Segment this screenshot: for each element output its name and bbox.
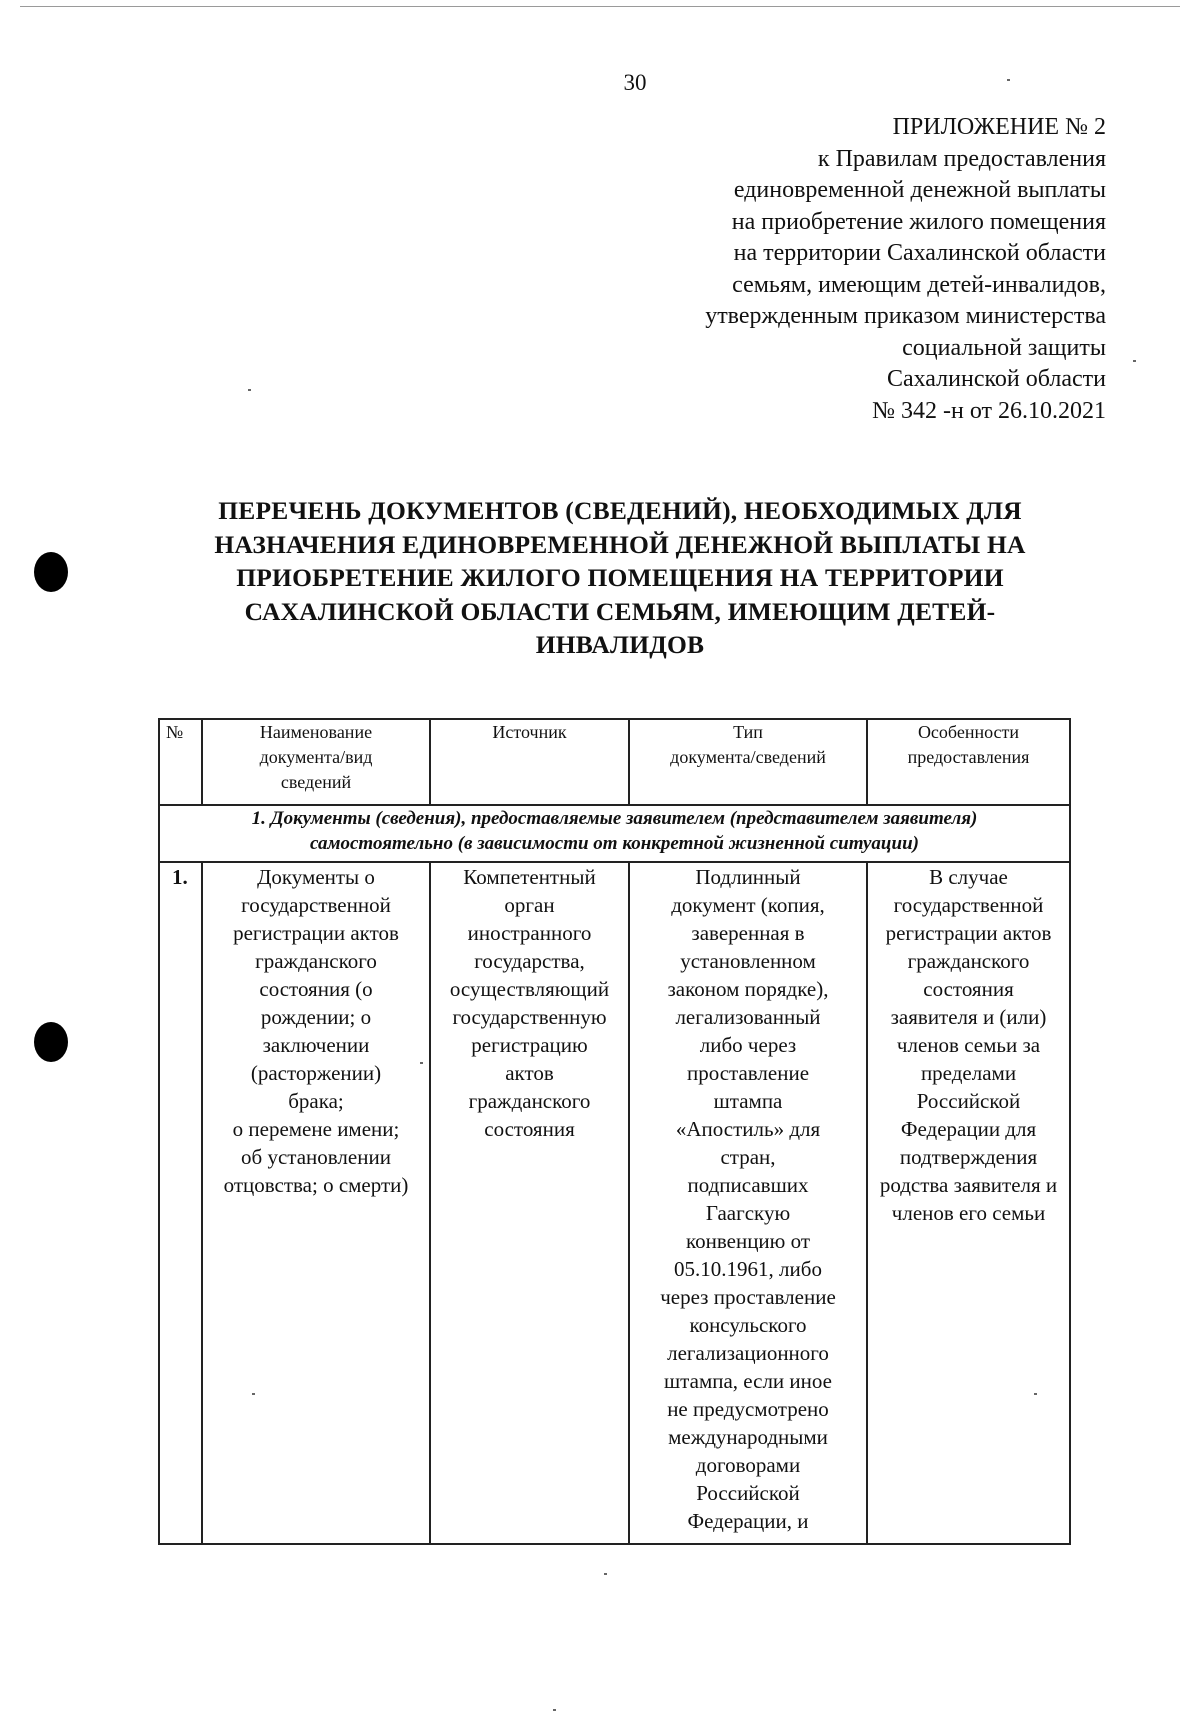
cell-line: Российской	[916, 1089, 1021, 1113]
row-document-type	[629, 862, 867, 1544]
title-line: ПРИОБРЕТЕНИЕ ЖИЛОГО ПОМЕЩЕНИЯ НА ТЕРРИТОРИИ	[236, 563, 1004, 592]
cell-line: Гаагскую	[705, 1201, 791, 1225]
cell-line: подписавших	[687, 1173, 809, 1197]
cell-line: государственной	[893, 893, 1044, 917]
scan-speck	[1133, 360, 1136, 362]
appendix-line: социальной защиты	[902, 334, 1106, 361]
appendix-line: на приобретение жилого помещения	[731, 208, 1106, 235]
appendix-line: единовременной денежной выплаты	[733, 177, 1106, 203]
document-title	[140, 494, 1100, 662]
title-line: ПЕРЕЧЕНЬ ДОКУМЕНТОВ (СВЕДЕНИЙ), НЕОБХОДИМЫХ ДЛЯ	[218, 496, 1022, 525]
cell-line: штампа	[713, 1089, 783, 1113]
header-line: сведений	[280, 772, 352, 792]
cell-line: международными	[668, 1425, 828, 1449]
cell-line: гражданского	[907, 949, 1030, 973]
scan-speck	[1007, 79, 1010, 81]
cell-line: брака;	[288, 1089, 344, 1113]
cell-line: пределами	[920, 1061, 1017, 1085]
cell-line: рождении; о	[260, 1005, 372, 1029]
appendix-line: № 342 -н от 26.10.2021	[872, 397, 1106, 424]
scan-speck	[604, 1573, 607, 1575]
appendix-line: к Правилам предоставления	[817, 145, 1106, 172]
appendix-line: на территории Сахалинской области	[733, 240, 1106, 266]
cell-line: документ (копия,	[671, 893, 825, 917]
header-number	[159, 719, 202, 805]
section-line: самостоятельно (в зависимости от конкретной жизненной ситуации)	[310, 833, 919, 854]
cell-line: орган	[504, 893, 555, 917]
cell-line: отцовства; о смерти)	[223, 1173, 409, 1197]
cell-line: гражданского	[468, 1089, 591, 1113]
cell-line: состояния	[484, 1117, 575, 1141]
header-line: предоставления	[907, 747, 1030, 767]
appendix-line: ПРИЛОЖЕНИЕ № 2	[892, 114, 1106, 140]
cell-line: государственной	[241, 893, 391, 917]
cell-line: членов его семьи	[891, 1201, 1046, 1225]
cell-line: членов семьи за	[896, 1033, 1041, 1057]
appendix-line: утвержденным приказом министерства	[705, 303, 1106, 329]
cell-line: регистрации актов	[233, 921, 399, 945]
scan-speck	[1034, 1393, 1037, 1395]
scan-speck	[420, 1062, 423, 1064]
binder-hole	[34, 552, 68, 592]
section-line: 1. Документы (сведения), предоставляемые заявителем (представителем заявителя)	[251, 808, 978, 829]
cell-line: государства,	[474, 949, 585, 973]
cell-line: актов	[505, 1061, 554, 1085]
cell-line: подтверждения	[899, 1145, 1038, 1169]
header-line: Источник	[492, 722, 567, 742]
row-source	[430, 862, 629, 1544]
cell-line: не предусмотрено	[667, 1397, 829, 1421]
cell-line: регистрации актов	[885, 921, 1052, 945]
row-number: 1.	[159, 862, 202, 1544]
title-line: САХАЛИНСКОЙ ОБЛАСТИ СЕМЬЯМ, ИМЕЮЩИМ ДЕТЕЙ-	[244, 596, 996, 626]
cell-line: (расторжении)	[250, 1061, 382, 1085]
page-number: 30	[623, 70, 647, 95]
scan-speck	[248, 389, 251, 391]
cell-line: гражданского	[255, 949, 377, 973]
cell-line: проставление	[686, 1061, 810, 1085]
cell-line: состояния (о	[259, 977, 373, 1001]
scan-speck	[252, 1393, 255, 1395]
title-line: ИНВАЛИДОВ	[535, 630, 705, 659]
documents-table	[158, 718, 1071, 1545]
row-provision-notes	[867, 862, 1070, 1544]
header-line: документа/сведений	[670, 747, 826, 767]
cell-line: В случае	[929, 865, 1008, 889]
cell-line: Подлинный	[695, 865, 801, 889]
scan-top-edge	[20, 6, 1180, 7]
cell-line: Федерации, и	[687, 1509, 809, 1533]
appendix-line: семьям, имеющим детей-инвалидов,	[732, 271, 1106, 298]
cell-line: через проставление	[660, 1285, 836, 1309]
cell-line: регистрацию	[471, 1033, 588, 1057]
binder-hole	[34, 1022, 68, 1062]
cell-line: легализационного	[667, 1341, 829, 1365]
cell-line: консульского	[689, 1313, 807, 1337]
header-document-type	[629, 719, 867, 805]
title-line: НАЗНАЧЕНИЯ ЕДИНОВРЕМЕННОЙ ДЕНЕЖНОЙ ВЫПЛАТЫ НА	[214, 529, 1026, 559]
appendix-block	[546, 112, 1106, 427]
cell-line: заявителя и (или)	[890, 1005, 1047, 1029]
cell-line: иностранного	[467, 921, 592, 945]
cell-line: о перемене имени;	[232, 1117, 400, 1141]
cell-line: «Апостиль» для	[675, 1117, 821, 1141]
cell-line: состояния	[923, 977, 1014, 1001]
table-row	[159, 862, 1070, 1544]
cell-line: заключении	[262, 1033, 370, 1057]
cell-line: либо через	[699, 1033, 797, 1057]
header-line: Наименование	[259, 722, 373, 742]
section-row	[159, 805, 1070, 862]
table-header-row	[159, 719, 1070, 805]
cell-line: Федерации для	[900, 1117, 1037, 1141]
header-line: документа/вид	[259, 747, 373, 767]
cell-line: Компетентный	[463, 865, 596, 889]
cell-line: штампа, если иное	[664, 1369, 832, 1393]
cell-line: законом порядке),	[667, 977, 829, 1001]
cell-line: родства заявителя и	[879, 1173, 1058, 1197]
cell-line: конвенцию от	[685, 1229, 811, 1253]
header-source	[430, 719, 629, 805]
cell-line: стран,	[720, 1145, 776, 1169]
cell-line: об установлении	[241, 1145, 391, 1169]
cell-line: государственную	[452, 1005, 607, 1029]
header-document-name	[202, 719, 430, 805]
cell-line: Российской	[696, 1481, 800, 1505]
appendix-line: Сахалинской области	[886, 366, 1106, 392]
cell-line: установленном	[680, 949, 816, 973]
cell-line: договорами	[695, 1453, 801, 1477]
cell-line: осуществляющий	[449, 977, 610, 1001]
section-heading	[159, 805, 1070, 862]
cell-line: Документы о	[257, 865, 375, 889]
scan-speck	[553, 1709, 556, 1711]
row-document-name	[202, 862, 430, 1544]
header-provision-notes	[867, 719, 1070, 805]
cell-line: легализованный	[675, 1005, 821, 1029]
header-line: №	[166, 722, 184, 742]
cell-line: 05.10.1961, либо	[674, 1257, 822, 1281]
cell-line: заверенная в	[691, 921, 805, 945]
header-line: Тип	[733, 722, 763, 742]
header-line: Особенности	[917, 722, 1020, 742]
